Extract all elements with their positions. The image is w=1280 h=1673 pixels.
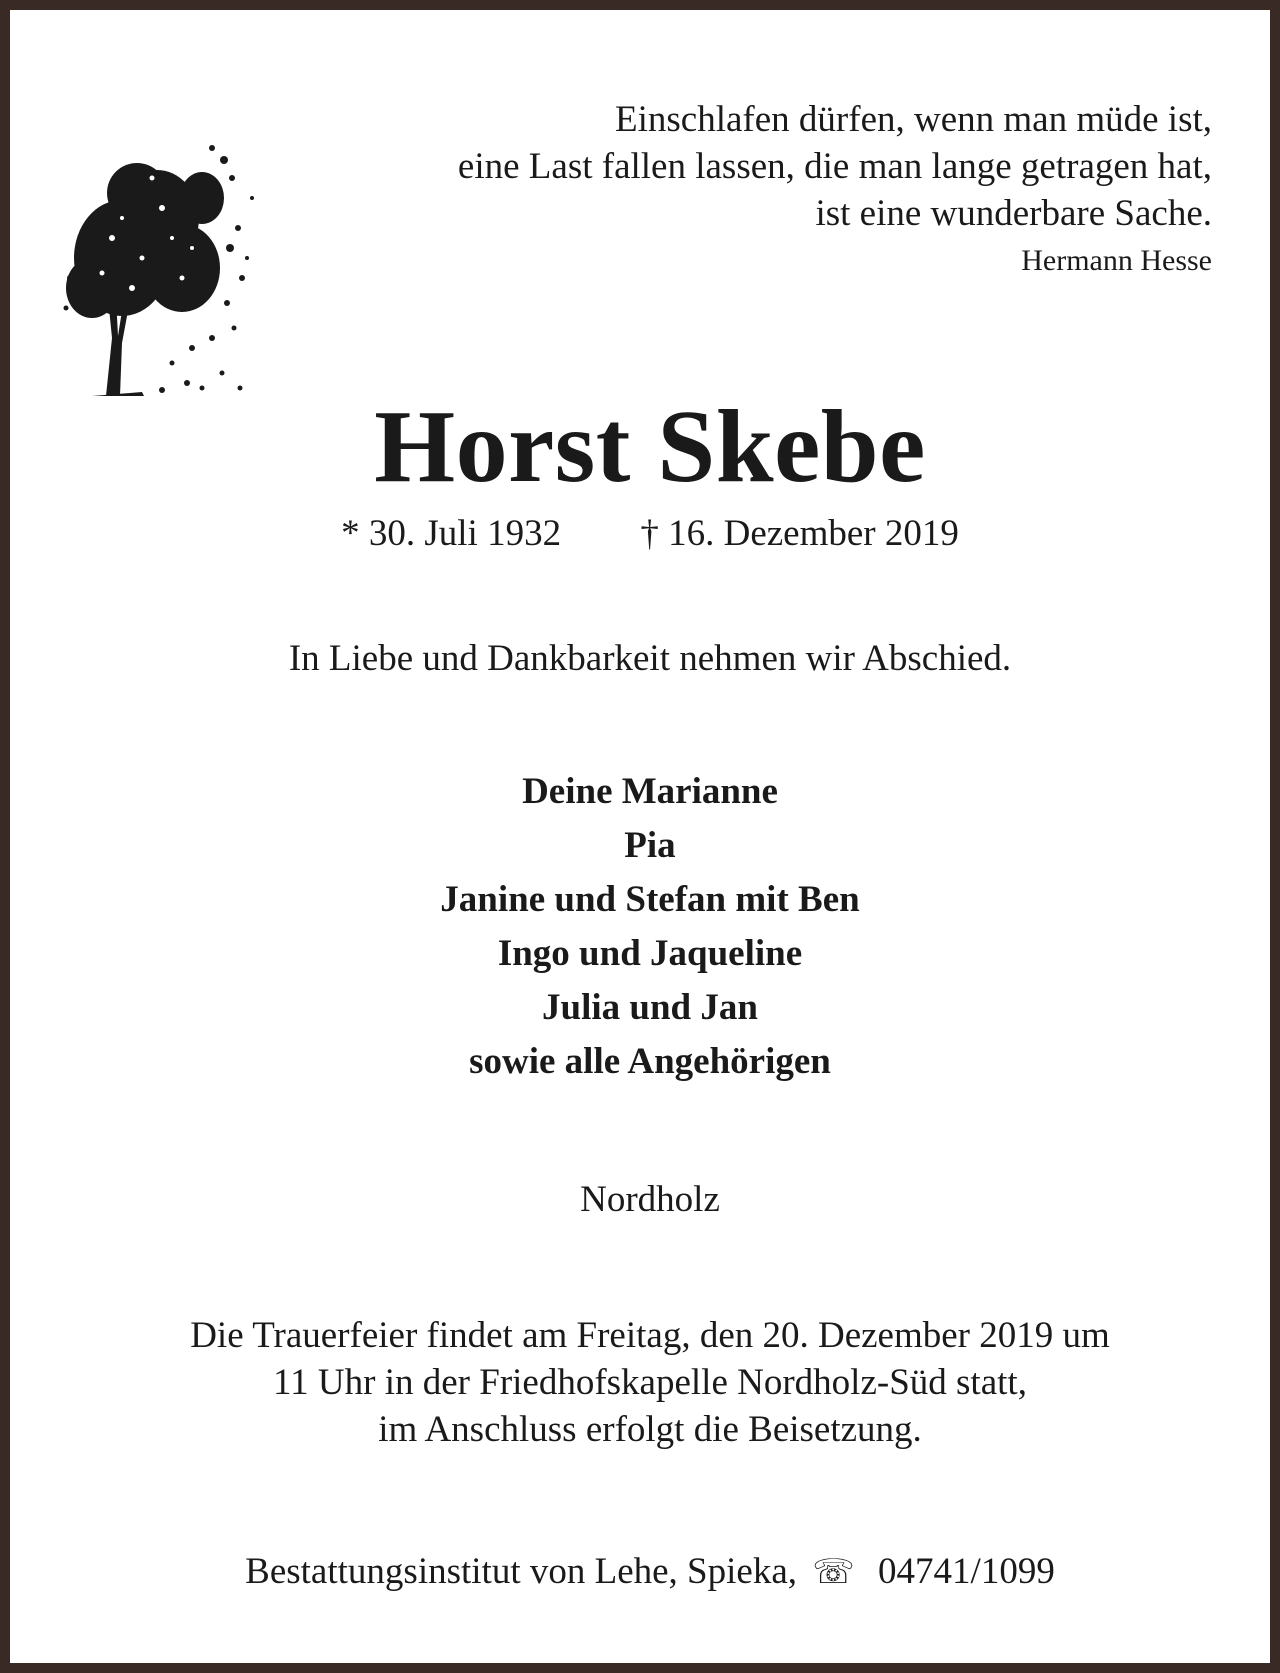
hesse-quote xyxy=(458,96,1212,281)
quote-line: ist eine wunderbare Sache. xyxy=(815,193,1212,234)
ceremony-info xyxy=(10,1312,1280,1453)
mourner-name: sowie alle Angehörigen xyxy=(469,1041,831,1082)
death-date: † 16. Dezember 2019 xyxy=(640,513,959,554)
mourner-name: Deine Marianne xyxy=(522,771,778,812)
quote-author: Hermann Hesse xyxy=(1021,244,1212,277)
quote-line: eine Last fallen lassen, die man lange getragen hat, xyxy=(457,146,1212,187)
quote-line: Einschlafen dürfen, wenn man müde ist, xyxy=(615,99,1212,140)
mourner-name: Julia und Jan xyxy=(542,987,758,1028)
birth-date: * 30. Juli 1932 xyxy=(341,513,562,554)
deceased-name: Horst Skebe xyxy=(374,389,926,504)
ceremony-line: im Anschluss erfolgt die Beisetzung. xyxy=(378,1409,922,1450)
place-name: Nordholz xyxy=(580,1179,720,1220)
ceremony-line: 11 Uhr in der Friedhofskapelle Nordholz-Süd statt, xyxy=(273,1362,1027,1403)
funeral-home xyxy=(10,1548,1280,1597)
mourner-name: Pia xyxy=(624,825,676,866)
mourner-name: Ingo und Jaqueline xyxy=(497,933,803,974)
mourners-list xyxy=(10,765,1280,1089)
telephone-icon: ☏ xyxy=(812,1554,855,1591)
farewell-text: In Liebe und Dankbarkeit nehmen wir Abschied. xyxy=(288,638,1012,679)
life-dates xyxy=(10,510,1280,558)
ceremony-line: Die Trauerfeier findet am Freitag, den 20. Dezember 2019 um xyxy=(190,1315,1110,1356)
tree-icon xyxy=(62,138,262,398)
funeral-home-phone: 04741/1099 xyxy=(878,1551,1055,1592)
funeral-home-name: Bestattungsinstitut von Lehe, Spieka, xyxy=(245,1551,798,1592)
mourner-name: Janine und Stefan mit Ben xyxy=(440,879,860,920)
